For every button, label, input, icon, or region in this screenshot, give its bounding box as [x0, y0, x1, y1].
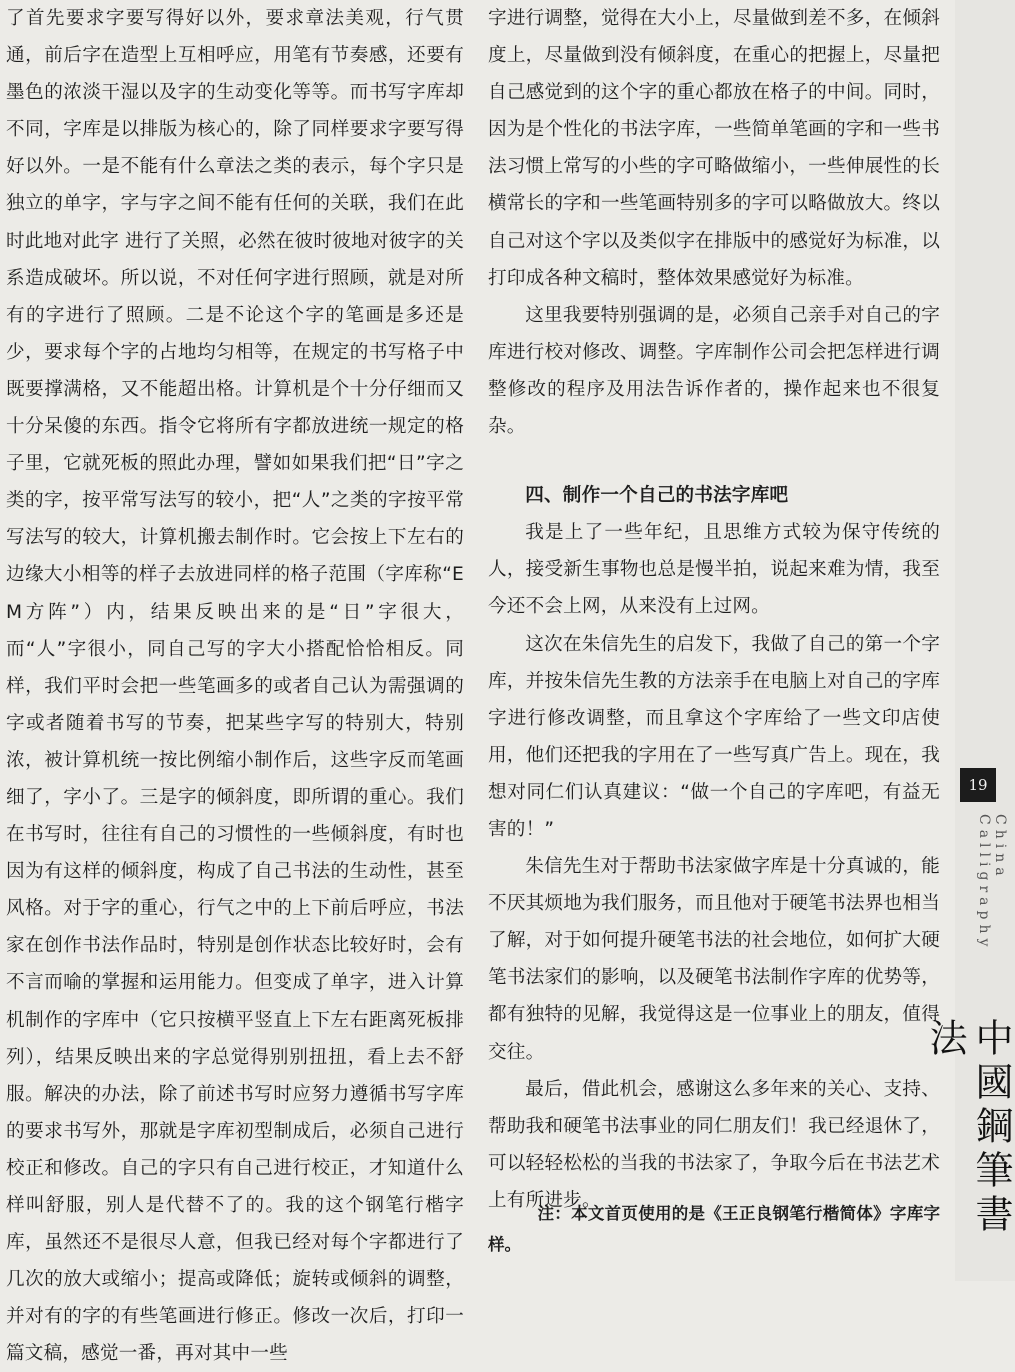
right-paragraph-4: 这次在朱信先生的启发下，我做了自己的第一个字库，并按朱信先生教的方法亲手在电脑上对自己的字库字进行修改调整，而且拿这个字库给了一些文印店使用，他们还把我的字用在了一些写真广告上。现在，我想对同仁们认真建议：“做一个自己的字库吧，有益无害的！” [488, 633, 940, 840]
left-column-paragraph: 了首先要求字要写得好以外，要求章法美观，行气贯通，前后字在造型上互相呼应，用笔有节奏感，还要有墨色的浓淡干湿以及字的生动变化等等。而书写字库却不同，字库是以排版为核心的，除了同样要求字要写得好以外。一是不能有什么章法之类的表示，每个字只是独立的单字，字与字之间不能有任何的关联，我们在此时此地对此字 进行了关照，必然在彼时彼地对彼字的关系造成破坏。所以说，不对任何字进行照顾，就是对所有的字进行了照顾。二是不论这个字的笔画是多还是少，要求每个字的占地均匀相等，在规定的书写格子中既要撑满格，又不能超出格。计算机是个十分仔细而又十分呆傻的东西。指令它将所有字都放进统一规定的格子里，它就死板的照此办理，譬如如果我们把“日”字之类的字，按平常写法写的较小，把“人”之类的字按平常写法写的较大，计算机搬去制作时。它会按上下左右的边缘大小相等的样子去放进同样的格子范围（字库称“EM方阵”）内，结果反映出来的是“日”字很大，而“人”字很小，同自己写的字大小搭配恰恰相反。同样，我们平时会把一些笔画多的或者自己认为需强调的字或者随着书写的节奏，把某些字写的特别大，特别浓，被计算机统一按比例缩小制作后，这些字反而笔画细了，字小了。三是字的倾斜度，即所谓的重心。我们在书写时，往往有自己的习惯性的一些倾斜度，有时也因为有这样的倾斜度，构成了自己书法的生动性，甚至风格。对于字的重心，行气之中的上下前后呼应，书法家在创作书法作品时，特别是创作状态比较好时，会有不言而喻的掌握和运用能力。但变成了单字，进入计算机制作的字库中（它只按横平竖直上下左右距离死板排列），结果反映出来的字总觉得别别扭扭，看上去不舒服。解决的办法，除了前述书写时应努力遵循书写字库的要求书写外，那就是字库初型制成后，必须自己进行校正和修改。自己的字只有自己进行校正，才知道什么样叫舒服，别人是代替不了的。我的这个钢笔行楷字库，虽然还不是很尽人意，但我已经对每个字都进行了几次的放大或缩小；提高或降低；旋转或倾斜的调整，并对有的字的有些笔画进行修正。修改一次后，打印一篇文稿，感觉一番，再对其中一些 [6, 8, 464, 1365]
section-heading: 四、制作一个自己的书法字库吧 [525, 485, 789, 507]
right-paragraph-5: 朱信先生对于帮助书法家做字库是十分真诚的，能不厌其烦地为我们服务，而且他对于硬笔书法界也相当了解，对于如何提升硬笔书法的社会地位，如何扩大硬笔书法家们的影响，以及硬笔书法制作字库的优势等，都有独特的见解，我觉得这是一位事业上的朋友，值得交往。 [488, 856, 940, 1063]
page-number: 19 [960, 768, 996, 802]
footnote: 注：本文首页使用的是《王正良钢笔行楷简体》字库字样。 [488, 1204, 940, 1254]
left-text-column [6, 0, 464, 1372]
right-paragraph-1: 字进行调整，觉得在大小上，尽量做到差不多，在倾斜度上，尽量做到没有倾斜度，在重心的把握上，尽量把自己感觉到的这个字的重心都放在格子的中间。同时，因为是个性化的书法字库，一些简单笔画的字和一些书法习惯上常写的小些的字可略做缩小，一些伸展性的长横常长的字和一些笔画特别多的字可以略做放大。终以自己对这个字以及类似字在排版中的感觉好为标准，以打印成各种文稿时，整体效果感觉好为标准。 [488, 8, 940, 289]
right-paragraph-6: 最后，借此机会，感谢这么多年来的关心、支持、帮助我和硬笔书法事业的同仁朋友们！我已经退休了，可以轻轻松松的当我的书法家了，争取今后在书法艺术上有所进步。 [488, 1078, 940, 1211]
right-paragraph-2: 这里我要特别强调的是，必须自己亲手对自己的字库进行校对修改、调整。字库制作公司会把怎样进行调整修改的程序及用法告诉作者的，操作起来也不很复杂。 [488, 304, 940, 438]
magazine-english-title: China Calligraphy [976, 814, 1008, 952]
section-spacer [488, 445, 940, 477]
right-text-column [488, 0, 940, 1219]
right-paragraph-3: 我是上了一些年纪，且思维方式较为保守传统的人，接受新生事物也总是慢半拍，说起来难为情，我至今还不会上网，从来没有上过网。 [488, 522, 940, 618]
magazine-chinese-title: 中國鋼筆書法 [923, 1018, 1013, 1238]
